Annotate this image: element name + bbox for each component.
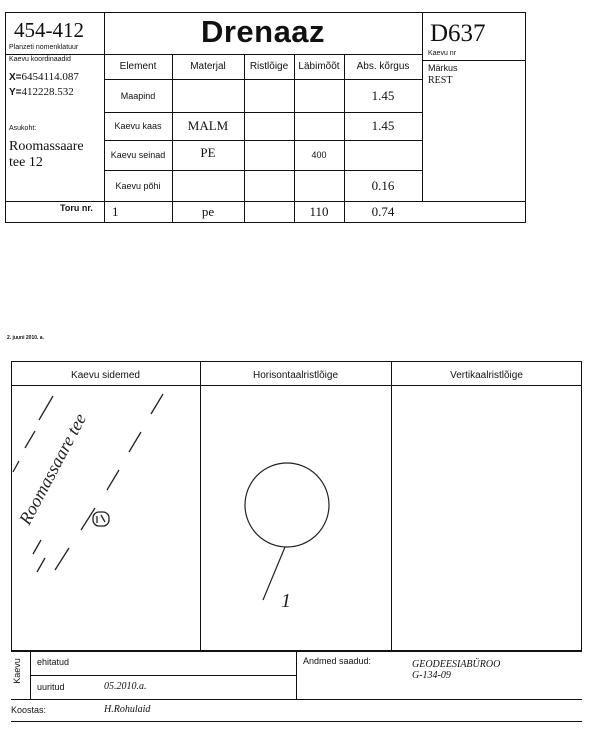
row-diameter: 400	[311, 150, 327, 160]
y-coordinate	[9, 86, 74, 98]
footer-bottom-divider	[11, 699, 582, 700]
pipe-number: 1	[112, 204, 119, 219]
x-coordinate	[9, 71, 79, 83]
author-underline	[11, 721, 582, 722]
row-height	[344, 140, 422, 170]
pipe-diameter: 110	[309, 204, 329, 219]
pipe-number-handwriting: 1	[281, 590, 291, 612]
column-header: Läbimõõt	[298, 61, 340, 72]
x-label: X=	[9, 72, 22, 83]
row-element: Maapind	[120, 90, 156, 101]
column-header: Abs. kõrgus	[356, 61, 410, 72]
notes-value: REST	[428, 75, 453, 86]
vertical-panel-title: Vertikaalristlõige	[450, 370, 523, 381]
author-label: Koostas:	[11, 705, 47, 715]
column-header: Ristlõige	[249, 61, 289, 72]
date-note: 2. juuni 2010. a.	[7, 335, 44, 341]
nomenclature-divider	[5, 54, 104, 55]
well-number-label: Kaevu nr	[428, 50, 457, 57]
nomenclature-label: Planzeti nomenklatuur	[9, 44, 79, 51]
row-element: Kaevu kaas	[114, 121, 162, 131]
author-value: H.Rohulaid	[104, 704, 151, 715]
row-diameter	[294, 79, 344, 112]
address-line1: Roomassaare	[9, 139, 84, 154]
nomenclature-value: 454-412	[14, 18, 84, 42]
address-line2: tee 12	[9, 155, 43, 170]
row-material: PE	[200, 145, 216, 160]
row-height: 1.45	[371, 87, 395, 103]
panel-divider	[391, 361, 392, 651]
row-element: Kaevu seinad	[110, 150, 166, 160]
row-section	[244, 112, 294, 140]
data-source-label: Andmed saadud:	[303, 656, 372, 666]
row-height: 1.45	[371, 118, 395, 133]
row-section	[244, 79, 294, 112]
footer-divider-vertical	[296, 651, 297, 699]
links-panel-title: Kaevu sidemed	[71, 370, 140, 381]
y-label: Y=	[9, 87, 22, 98]
well-circle	[245, 463, 329, 547]
links-sketch	[11, 386, 200, 650]
row-material	[172, 170, 244, 201]
side-label: Kaevu	[12, 658, 22, 684]
pipe-height: 0.74	[371, 204, 395, 219]
row-section	[244, 140, 294, 170]
notes-column-divider	[422, 12, 423, 201]
pipe-material: pe	[201, 204, 215, 219]
street-handwriting: Roomassaare tee	[14, 410, 91, 528]
row-diameter	[294, 112, 344, 140]
row-height: 0.16	[371, 177, 395, 193]
data-source-line1: GEODEESIABÜROO	[412, 659, 501, 670]
row-section	[244, 170, 294, 201]
row-element: Kaevu põhi	[115, 180, 161, 191]
document-title: Drenaaz	[200, 14, 326, 49]
column-header: Materjal	[190, 61, 226, 72]
row-diameter	[294, 170, 344, 201]
built-divider	[30, 675, 296, 676]
pipe-section	[244, 201, 294, 223]
data-source-line2: G-134-09	[412, 670, 451, 681]
built-label: ehitatud	[37, 657, 70, 667]
address-label: Asukoht:	[9, 125, 37, 132]
horizontal-panel-title: Horisontaalristlõige	[252, 370, 339, 381]
well-number: D637	[430, 20, 486, 47]
horizontal-section-sketch	[201, 386, 390, 650]
row-material: MALM	[187, 118, 229, 133]
well-no-divider	[422, 60, 526, 61]
coords-label: Kaevu koordinaadid	[9, 56, 71, 63]
surveyed-value: 05.2010.a.	[104, 681, 147, 692]
row-material	[172, 79, 244, 112]
surveyed-label: uuritud	[37, 682, 65, 692]
column-header: Element	[119, 61, 157, 72]
x-value: 6454114.087	[21, 71, 79, 83]
y-value: 412228.532	[21, 86, 74, 98]
pipe-label: Toru nr.	[60, 203, 93, 213]
notes-label: Märkus	[428, 63, 458, 73]
